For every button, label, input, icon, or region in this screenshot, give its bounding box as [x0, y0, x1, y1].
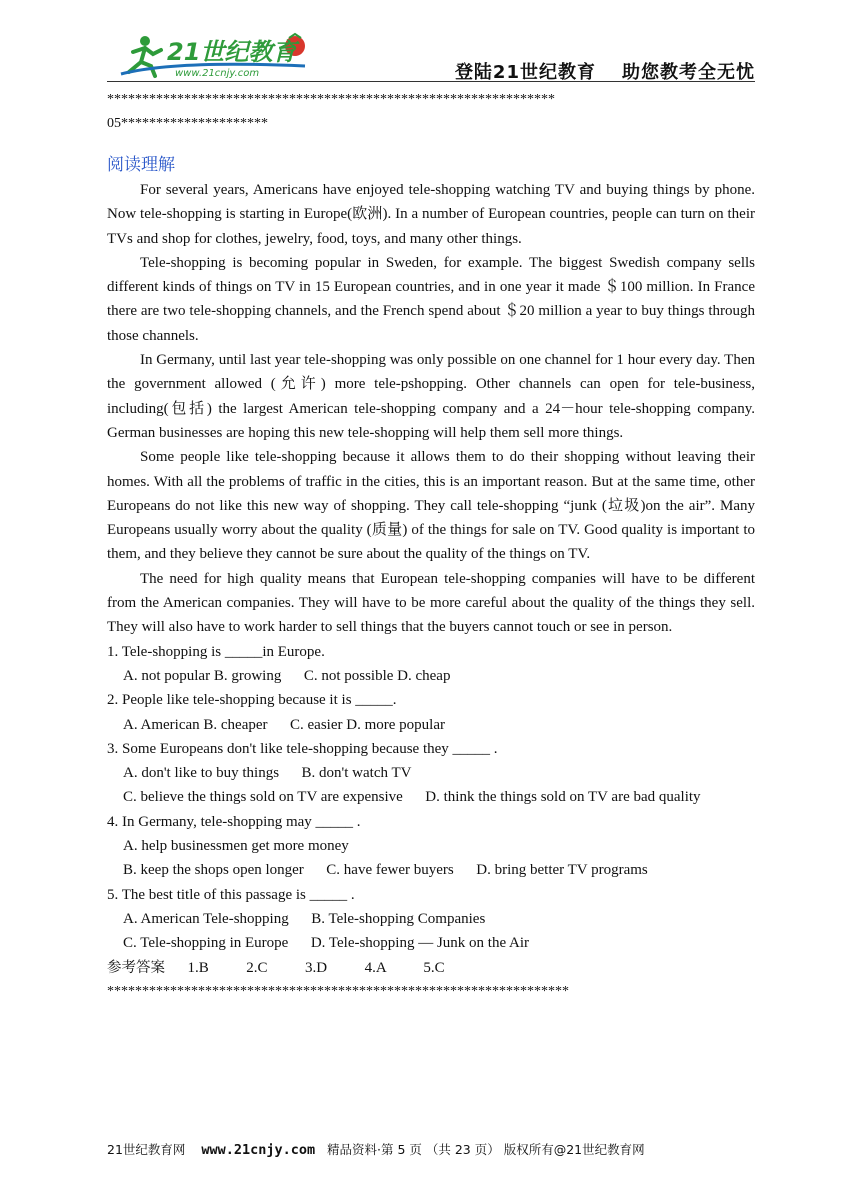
question-3-options-row1: A. don't like to buy things B. don't watch TV [123, 765, 412, 782]
answer-key [107, 956, 755, 980]
slogan-left: 登陆21世纪教育 [454, 62, 596, 83]
page-header [107, 30, 755, 82]
question-4-options-row2: B. keep the shops open longer C. have fewer buyers D. bring better TV programs [123, 862, 648, 879]
question-3: 3. Some Europeans don't like tele-shopping because they _____ . [107, 740, 498, 757]
logo-text: 21世纪教育 [167, 38, 297, 66]
stars-separator-top: **************************************************************** [107, 92, 555, 107]
passage-paragraph: Some people like tele-shopping because it allows them to do their shopping without leaving their homes. With all the problems of traffic in the cities, this is an important reason. But at the same time, other Europeans do not like this new way of shopping. They call tele-shopping “junk (垃圾)on the air”. Many Europeans usually worry about the quality (质量) of the things for sale on TV. Good quality is important to them, and they believe they cannot be sure about the quality of the things on TV. [107, 449, 755, 563]
question-4: 4. In Germany, tele-shopping may _____ . [107, 813, 361, 830]
question-1-options: A. not popular B. growing C. not possible D. cheap [123, 667, 451, 684]
question-3-options-row2: C. believe the things sold on TV are expensive D. think the things sold on TV are bad quality [123, 789, 701, 806]
section-title: 阅读理解 [107, 155, 175, 175]
question-1: 1. Tele-shopping is _____in Europe. [107, 643, 325, 660]
passage-paragraph: Tele-shopping is becoming popular in Sweden, for example. The biggest Swedish company sells different kinds of things on TV in 15 European countries, and in one year it made ＄100 million. In France there are two tele-shopping channels, and the French spend about ＄20 million a year to buy things through those channels. [107, 254, 755, 344]
logo-url: www.21cnjy.com [175, 68, 260, 79]
answer-key-values: 1.B 2.C 3.D 4.A 5.C [165, 959, 445, 976]
header-divider [107, 81, 755, 82]
passage-paragraph: In Germany, until last year tele-shopping was only possible on one channel for 1 hour every day. Then the government allowed (允许) more tele-pshopping. Other channels can open for tele-business, including(包括) the largest American tele-shopping company and a 24－hour tele-shopping company. German businesses are hoping this new tele-shopping will help them sell more things. [107, 352, 755, 441]
footer-right: 精品资料·第 5 页 （共 23 页） 版权所有@21世纪教育网 [315, 1142, 645, 1157]
question-5-options-row2: C. Tele-shopping in Europe D. Tele-shopping — Junk on the Air [123, 935, 530, 952]
passage-paragraph: For several years, Americans have enjoyed tele-shopping watching TV and buying things by phone. Now tele-shopping is starting in Europe(欧洲). In a number of European countries, people can turn on their TVs and shop for clothes, jewelry, food, toys, and many other things. [107, 182, 755, 247]
question-4-options-row1: A. help businessmen get more money [123, 838, 349, 855]
slogan-right: 助您教考全无忧 [622, 62, 755, 83]
passage-paragraph: The need for high quality means that European tele-shopping companies will have to be different from the American companies. They will have to be more careful about the quality of the things they sell. They will also have to work harder to sell things that the buyers cannot touch or see in person. [107, 570, 755, 636]
footer-left: 21世纪教育网 [107, 1142, 202, 1157]
document-body [107, 88, 755, 1004]
question-2-options: A. American B. cheaper C. easier D. more popular [123, 716, 445, 733]
footer-site-link[interactable]: www.21cnjy.com [201, 1142, 316, 1158]
stars-separator-bottom: ****************************************************************** [107, 983, 569, 999]
logo-21cnjy [115, 32, 315, 80]
question-5: 5. The best title of this passage is _____ . [107, 886, 355, 903]
question-5-options-row1: A. American Tele-shopping B. Tele-shopping Companies [123, 910, 486, 927]
page-footer [107, 1140, 755, 1158]
answer-key-label: 参考答案 [107, 959, 165, 976]
question-2: 2. People like tele-shopping because it is _____. [107, 692, 397, 709]
stars-separator-top-2: 05********************* [107, 116, 268, 131]
